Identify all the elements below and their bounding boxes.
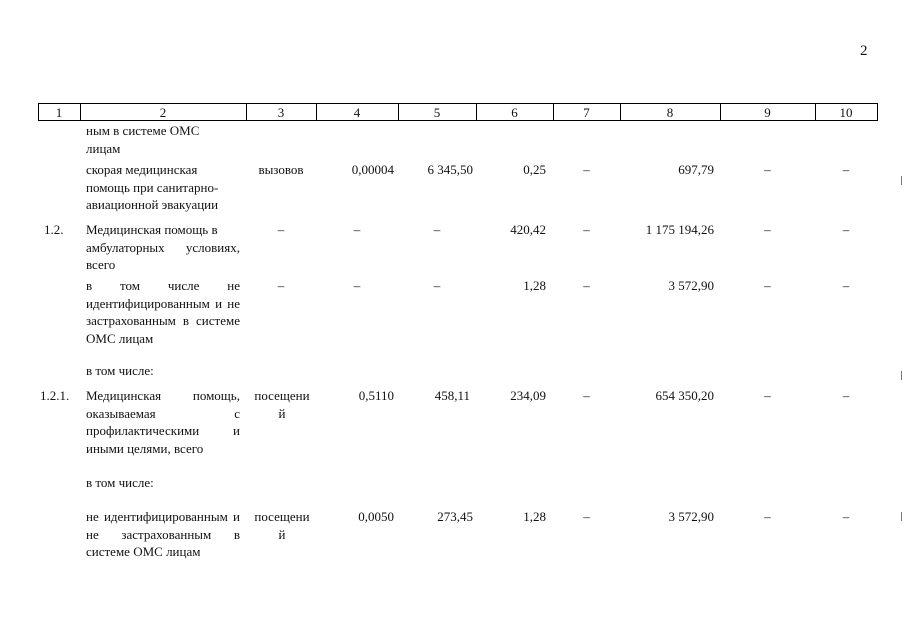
value-col-8: 3 572,90 (668, 509, 714, 524)
scan-mark (901, 371, 902, 380)
header-cell-8: 8 (666, 105, 674, 120)
desc-line: помощь при санитарно- (86, 179, 219, 195)
header-bottom-border (38, 120, 878, 121)
value-col-10: – (842, 222, 850, 237)
header-cell-9: 9 (764, 105, 771, 120)
header-cell-3: 3 (277, 105, 285, 120)
header-top-border (38, 103, 878, 104)
value-col-6: 420,42 (510, 222, 546, 237)
desc-line: Медицинская помощь в (86, 222, 218, 237)
header-cell-6: 6 (511, 105, 518, 120)
table-row-description (86, 221, 240, 274)
value-col-4: 0,5110 (358, 388, 394, 403)
value-col-6: 1,28 (523, 278, 546, 293)
value-col-7: – (583, 162, 590, 177)
table-row-description: не идентифицированным и не застрахованным в системе ОМС лицам (86, 509, 240, 559)
header-cell-10: 10 (839, 105, 853, 120)
value-col-8: 3 572,90 (668, 278, 714, 293)
value-col-4: – (353, 278, 361, 293)
unit-cell: посещений (254, 509, 310, 542)
scan-mark (901, 512, 902, 521)
value-col-7: – (583, 278, 590, 293)
table-row-description (86, 161, 240, 214)
header-cell-2: 2 (159, 105, 167, 120)
scan-mark (901, 176, 902, 185)
header-cell-5: 5 (433, 105, 441, 120)
value-col-6: 1,28 (523, 509, 546, 524)
value-col-4: 0,0050 (358, 509, 394, 524)
page-number: 2 (860, 43, 868, 59)
value-col-8: 1 175 194,26 (645, 222, 714, 237)
value-col-6: 234,09 (510, 388, 546, 403)
header-cell-4: 4 (353, 105, 361, 120)
table-row-description: в том числе не идентифицированным и не застрахованным в системе ОМС лицам (86, 278, 240, 346)
value-col-9: – (764, 222, 771, 237)
value-col-7: – (583, 509, 590, 524)
value-col-8: 697,79 (678, 162, 714, 177)
value-col-9: – (764, 162, 771, 177)
value-col-7: – (583, 222, 590, 237)
table-row-description: в том числе: (86, 363, 154, 378)
value-col-5: – (433, 222, 441, 237)
header-cell-1: 1 (55, 105, 63, 120)
value-col-10: – (842, 162, 850, 177)
value-col-5: 458,11 (434, 388, 470, 403)
unit-cell: – (277, 222, 285, 237)
value-col-4: 0,00004 (351, 162, 394, 177)
value-col-5: 6 345,50 (427, 162, 473, 177)
value-col-9: – (764, 388, 771, 403)
value-col-9: – (764, 509, 771, 524)
value-col-9: – (764, 278, 771, 293)
value-col-7: – (583, 388, 590, 403)
value-col-4: – (353, 222, 361, 237)
value-col-6: 0,25 (523, 162, 546, 177)
desc-line: амбулаторных условиях, всего (86, 239, 240, 272)
value-col-5: 273,45 (437, 509, 473, 524)
value-col-10: – (842, 278, 850, 293)
unit-cell: посещений (254, 388, 310, 421)
value-col-10: – (842, 509, 850, 524)
header-cell-7: 7 (583, 105, 590, 120)
table-row-description: Медицинская помощь, оказываемая с профилактическими и иными целями, всего (86, 388, 240, 456)
desc-line: лицам (86, 140, 121, 156)
desc-line: скорая медицинская (86, 162, 198, 177)
unit-cell: – (277, 278, 285, 293)
row-number: 1.2.1. (40, 388, 70, 403)
table-row-description (86, 122, 240, 157)
row-number: 1.2. (44, 222, 64, 237)
unit-cell: вызовов (258, 162, 304, 177)
table-row-description: в том числе: (86, 475, 154, 490)
value-col-5: – (433, 278, 441, 293)
desc-line: ным в системе ОМС (86, 123, 200, 138)
value-col-8: 654 350,20 (655, 388, 714, 403)
desc-line: авиационной эвакуации (86, 197, 219, 212)
header-divider (877, 103, 878, 121)
value-col-10: – (842, 388, 850, 403)
